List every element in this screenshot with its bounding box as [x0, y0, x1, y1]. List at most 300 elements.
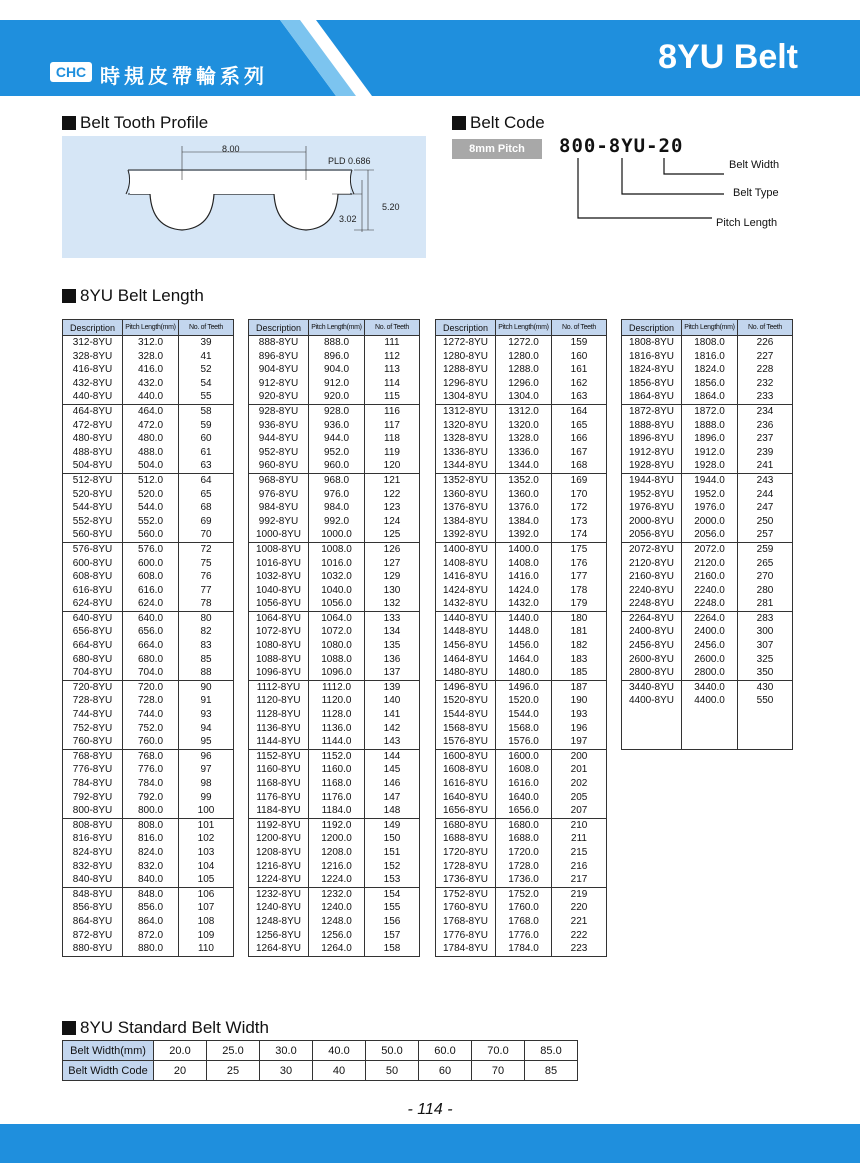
- table-row: [436, 749, 607, 763]
- cell-pitch-length: 840.0: [123, 873, 179, 887]
- cell-description: 1176-8YU: [249, 791, 309, 805]
- bullet-square-icon: [62, 289, 76, 303]
- cell-teeth: 226: [738, 336, 793, 350]
- table-row: [622, 653, 793, 667]
- cell-teeth: 185: [552, 666, 607, 680]
- cell-teeth: 190: [552, 694, 607, 708]
- table-row: [249, 515, 420, 529]
- section-title-tooth-profile: [62, 113, 208, 133]
- cell-pitch-length: 472.0: [123, 419, 179, 433]
- cell-teeth: 101: [179, 818, 234, 832]
- table-row: [622, 350, 793, 364]
- table-row: [436, 363, 607, 377]
- table-row: [249, 363, 420, 377]
- cell-description: 416-8YU: [63, 363, 123, 377]
- table-row: [622, 584, 793, 598]
- table-row: [436, 542, 607, 556]
- table-row: [63, 639, 234, 653]
- cell-description: 1448-8YU: [436, 625, 496, 639]
- cell-teeth: 154: [365, 887, 420, 901]
- belt-length-title: 8YU Belt Length: [80, 286, 204, 305]
- cell-teeth: 139: [365, 680, 420, 694]
- cell-teeth: 102: [179, 832, 234, 846]
- cell-teeth: 167: [552, 446, 607, 460]
- table-row: [436, 915, 607, 929]
- table-row: [436, 350, 607, 364]
- cell-teeth: 220: [552, 901, 607, 915]
- cell-teeth: 216: [552, 860, 607, 874]
- page-number: - 114 -: [407, 1101, 453, 1118]
- cell-pitch-length: 1072.0: [309, 625, 365, 639]
- cell-teeth: 187: [552, 680, 607, 694]
- cell-teeth: 61: [179, 446, 234, 460]
- cell-description: 944-8YU: [249, 432, 309, 446]
- table-row: [436, 777, 607, 791]
- cell-pitch-length: 1680.0: [496, 818, 552, 832]
- cell-teeth: 155: [365, 901, 420, 915]
- table-row: [63, 722, 234, 736]
- cell-teeth: 58: [179, 404, 234, 418]
- cell-description: 1272-8YU: [436, 336, 496, 350]
- cell-teeth: 196: [552, 722, 607, 736]
- cell-pitch-length: 504.0: [123, 459, 179, 473]
- cell-teeth: 69: [179, 515, 234, 529]
- cell-teeth: 75: [179, 557, 234, 571]
- cell-description: 704-8YU: [63, 666, 123, 680]
- table-row: [249, 763, 420, 777]
- cell-teeth: 127: [365, 557, 420, 571]
- cell-description: 984-8YU: [249, 501, 309, 515]
- cell-teeth: 179: [552, 597, 607, 611]
- table-row: [622, 363, 793, 377]
- cell-pitch-length: 1856.0: [682, 377, 738, 391]
- cell-description: 1160-8YU: [249, 763, 309, 777]
- cell-teeth: 55: [179, 390, 234, 404]
- table-row: [622, 390, 793, 404]
- table-row: [63, 901, 234, 915]
- cell-teeth: 144: [365, 749, 420, 763]
- cell-description: 1720-8YU: [436, 846, 496, 860]
- table-row: [63, 708, 234, 722]
- table-row: [436, 336, 607, 350]
- cell-description: 1424-8YU: [436, 584, 496, 598]
- table-row: [63, 666, 234, 680]
- cell-pitch-length: 440.0: [123, 390, 179, 404]
- cell-pitch-length: 1272.0: [496, 336, 552, 350]
- cell-description: 600-8YU: [63, 557, 123, 571]
- cell-teeth: 159: [552, 336, 607, 350]
- cell-description: 1056-8YU: [249, 597, 309, 611]
- dim-height-label: 5.20: [382, 202, 400, 212]
- table-row: [436, 942, 607, 956]
- table-row: [63, 350, 234, 364]
- cell-teeth: 201: [552, 763, 607, 777]
- cell-teeth: 210: [552, 818, 607, 832]
- table-row: [63, 694, 234, 708]
- cell-pitch-length: 1352.0: [496, 473, 552, 487]
- table-row: [249, 639, 420, 653]
- cell-pitch-length: 656.0: [123, 625, 179, 639]
- cell-pitch-length: 1280.0: [496, 350, 552, 364]
- cell-pitch-length: 1440.0: [496, 611, 552, 625]
- cell-description: 872-8YU: [63, 929, 123, 943]
- table-row: [63, 473, 234, 487]
- table-row: [436, 901, 607, 915]
- cell-teeth: 222: [552, 929, 607, 943]
- table-row: [622, 419, 793, 433]
- cell-teeth: 178: [552, 584, 607, 598]
- cell-pitch-length: 488.0: [123, 446, 179, 460]
- table-row: [622, 542, 793, 556]
- cell-teeth: 325: [738, 653, 793, 667]
- cell-pitch-length: 1888.0: [682, 419, 738, 433]
- cell-teeth: 350: [738, 666, 793, 680]
- cell-teeth: 111: [365, 336, 420, 350]
- table-row: [622, 446, 793, 460]
- dim-pitch-label: 8.00: [222, 144, 240, 154]
- cell-description: 1912-8YU: [622, 446, 682, 460]
- table-row: [622, 597, 793, 611]
- table-row: [249, 377, 420, 391]
- cell-teeth: 90: [179, 680, 234, 694]
- cell-teeth: 300: [738, 625, 793, 639]
- cell-pitch-length: 912.0: [309, 377, 365, 391]
- cell-pitch-length: 432.0: [123, 377, 179, 391]
- cell-teeth: 217: [552, 873, 607, 887]
- cell-description: 792-8YU: [63, 791, 123, 805]
- cell-teeth: 120: [365, 459, 420, 473]
- cell-teeth: 153: [365, 873, 420, 887]
- cell-description: 1776-8YU: [436, 929, 496, 943]
- cell-pitch-length: 328.0: [123, 350, 179, 364]
- cell-pitch-length: 984.0: [309, 501, 365, 515]
- cell-pitch-length: 1728.0: [496, 860, 552, 874]
- cell-pitch-length: 608.0: [123, 570, 179, 584]
- cell-teeth: 157: [365, 929, 420, 943]
- cell-pitch-length: 1224.0: [309, 873, 365, 887]
- cell-teeth: 227: [738, 350, 793, 364]
- cell-description: 1576-8YU: [436, 735, 496, 749]
- cell-pitch-length: [682, 722, 738, 736]
- cell-description: 768-8YU: [63, 749, 123, 763]
- cell-teeth: 233: [738, 390, 793, 404]
- cell-description: 1824-8YU: [622, 363, 682, 377]
- cell-description: 776-8YU: [63, 763, 123, 777]
- cell-description: 1816-8YU: [622, 350, 682, 364]
- cell-teeth: 219: [552, 887, 607, 901]
- cell-teeth: 78: [179, 597, 234, 611]
- cell-pitch-length: 1640.0: [496, 791, 552, 805]
- table-row: [63, 432, 234, 446]
- cell-pitch-length: 1088.0: [309, 653, 365, 667]
- table-row: [249, 860, 420, 874]
- cell-pitch-length: 784.0: [123, 777, 179, 791]
- cell-pitch-length: 816.0: [123, 832, 179, 846]
- cell-description: 1384-8YU: [436, 515, 496, 529]
- cell-description: 608-8YU: [63, 570, 123, 584]
- table-row: [249, 722, 420, 736]
- table-row: [436, 390, 607, 404]
- table-row: [249, 336, 420, 350]
- cell-teeth: 239: [738, 446, 793, 460]
- cell-teeth: 244: [738, 488, 793, 502]
- cell-description: [622, 708, 682, 722]
- cell-pitch-length: 896.0: [309, 350, 365, 364]
- cell-width-code: 50: [366, 1061, 419, 1081]
- cell-teeth: 177: [552, 570, 607, 584]
- cell-pitch-length: 552.0: [123, 515, 179, 529]
- cell-pitch-length: 760.0: [123, 735, 179, 749]
- cell-pitch-length: 872.0: [123, 929, 179, 943]
- cell-teeth: 193: [552, 708, 607, 722]
- cell-description: 1392-8YU: [436, 528, 496, 542]
- cell-teeth: 170: [552, 488, 607, 502]
- standard-width-title: 8YU Standard Belt Width: [80, 1018, 269, 1037]
- cell-description: 1232-8YU: [249, 887, 309, 901]
- table-row: [436, 639, 607, 653]
- table-row: [249, 901, 420, 915]
- table-row: [63, 735, 234, 749]
- cell-pitch-length: 1784.0: [496, 942, 552, 956]
- col-header-description: Description: [63, 320, 123, 336]
- cell-teeth: 105: [179, 873, 234, 887]
- cell-teeth: 430: [738, 680, 793, 694]
- cell-pitch-length: 1064.0: [309, 611, 365, 625]
- cell-description: 1520-8YU: [436, 694, 496, 708]
- belt-code-example: 800-8YU-20: [559, 135, 684, 157]
- cell-teeth: 122: [365, 488, 420, 502]
- dim-tooth-label: 3.02: [339, 214, 357, 224]
- cell-pitch-length: 1608.0: [496, 763, 552, 777]
- cell-description: 1416-8YU: [436, 570, 496, 584]
- cell-description: 680-8YU: [63, 653, 123, 667]
- table-row: [622, 735, 793, 749]
- cell-pitch-length: 1736.0: [496, 873, 552, 887]
- cell-description: 1136-8YU: [249, 722, 309, 736]
- cell-teeth: 162: [552, 377, 607, 391]
- table-row: [249, 832, 420, 846]
- cell-teeth: 135: [365, 639, 420, 653]
- col-header-pitch-length: Pitch Length(mm): [309, 320, 365, 336]
- cell-teeth: 234: [738, 404, 793, 418]
- table-row: [436, 459, 607, 473]
- cell-description: 1120-8YU: [249, 694, 309, 708]
- cell-description: 440-8YU: [63, 390, 123, 404]
- table-row: [436, 432, 607, 446]
- section-title-belt-code: [452, 113, 545, 133]
- cell-pitch-length: 728.0: [123, 694, 179, 708]
- cell-teeth: 158: [365, 942, 420, 956]
- cell-pitch-length: 704.0: [123, 666, 179, 680]
- table-row: [622, 570, 793, 584]
- cell-description: 512-8YU: [63, 473, 123, 487]
- cell-teeth: 104: [179, 860, 234, 874]
- col-header-teeth: No. of Teeth: [552, 320, 607, 336]
- cell-teeth: 281: [738, 597, 793, 611]
- cell-pitch-length: 464.0: [123, 404, 179, 418]
- cell-pitch-length: 824.0: [123, 846, 179, 860]
- table-row: [249, 653, 420, 667]
- cell-description: 1408-8YU: [436, 557, 496, 571]
- cell-description: 1376-8YU: [436, 501, 496, 515]
- cell-description: 432-8YU: [63, 377, 123, 391]
- bullet-square-icon: [62, 116, 76, 130]
- table-row: [249, 625, 420, 639]
- cell-teeth: 200: [552, 749, 607, 763]
- cell-teeth: 160: [552, 350, 607, 364]
- cell-pitch-length: 2248.0: [682, 597, 738, 611]
- cell-description: 912-8YU: [249, 377, 309, 391]
- cell-pitch-length: 1808.0: [682, 336, 738, 350]
- cell-description: 2056-8YU: [622, 528, 682, 542]
- cell-description: 864-8YU: [63, 915, 123, 929]
- cell-teeth: 223: [552, 942, 607, 956]
- cell-pitch-length: 880.0: [123, 942, 179, 956]
- table-row: [436, 653, 607, 667]
- col-header-description: Description: [249, 320, 309, 336]
- cell-teeth: 180: [552, 611, 607, 625]
- col-header-description: Description: [622, 320, 682, 336]
- cell-description: 1856-8YU: [622, 377, 682, 391]
- cell-description: 952-8YU: [249, 446, 309, 460]
- table-row: [63, 749, 234, 763]
- table-row: [249, 846, 420, 860]
- cell-description: 1728-8YU: [436, 860, 496, 874]
- cell-width: 40.0: [313, 1041, 366, 1061]
- cell-teeth: 68: [179, 501, 234, 515]
- cell-description: 1336-8YU: [436, 446, 496, 460]
- cell-teeth: 211: [552, 832, 607, 846]
- cell-pitch-length: 1248.0: [309, 915, 365, 929]
- cell-pitch-length: 2800.0: [682, 666, 738, 680]
- cell-teeth: 283: [738, 611, 793, 625]
- table-row: [63, 611, 234, 625]
- cell-teeth: 232: [738, 377, 793, 391]
- table-row: [436, 804, 607, 818]
- cell-teeth: 172: [552, 501, 607, 515]
- cell-teeth: 65: [179, 488, 234, 502]
- table-row: [436, 515, 607, 529]
- cell-pitch-length: 1328.0: [496, 432, 552, 446]
- cell-description: 744-8YU: [63, 708, 123, 722]
- bullet-square-icon: [452, 116, 466, 130]
- cell-pitch-length: 2056.0: [682, 528, 738, 542]
- cell-pitch-length: 1240.0: [309, 901, 365, 915]
- table-row: [63, 777, 234, 791]
- cell-pitch-length: 856.0: [123, 901, 179, 915]
- cell-pitch-length: 1168.0: [309, 777, 365, 791]
- cell-pitch-length: 416.0: [123, 363, 179, 377]
- table-row: [622, 459, 793, 473]
- table-row: [249, 404, 420, 418]
- cell-description: 1280-8YU: [436, 350, 496, 364]
- cell-pitch-length: 1464.0: [496, 653, 552, 667]
- col-header-teeth: No. of Teeth: [365, 320, 420, 336]
- belt-length-table: [621, 319, 793, 750]
- cell-pitch-length: 1864.0: [682, 390, 738, 404]
- cell-teeth: 115: [365, 390, 420, 404]
- cell-teeth: 130: [365, 584, 420, 598]
- cell-teeth: 236: [738, 419, 793, 433]
- cell-description: 1000-8YU: [249, 528, 309, 542]
- cell-description: 488-8YU: [63, 446, 123, 460]
- cell-description: 2160-8YU: [622, 570, 682, 584]
- table-row: [249, 557, 420, 571]
- cell-teeth: 173: [552, 515, 607, 529]
- cell-pitch-length: 944.0: [309, 432, 365, 446]
- tooth-profile-diagram: [62, 136, 426, 258]
- cell-pitch-length: 1520.0: [496, 694, 552, 708]
- bullet-square-icon: [62, 1021, 76, 1035]
- table-row: [622, 708, 793, 722]
- table-row: [63, 873, 234, 887]
- cell-description: 1896-8YU: [622, 432, 682, 446]
- cell-pitch-length: [682, 708, 738, 722]
- label-belt-type: Belt Type: [733, 187, 779, 199]
- cell-teeth: 140: [365, 694, 420, 708]
- cell-teeth: 109: [179, 929, 234, 943]
- table-row: [63, 501, 234, 515]
- footer-bar: [0, 1124, 860, 1163]
- cell-description: 1440-8YU: [436, 611, 496, 625]
- cell-pitch-length: 2264.0: [682, 611, 738, 625]
- table-row: [63, 653, 234, 667]
- cell-teeth: 85: [179, 653, 234, 667]
- cell-width: 60.0: [419, 1041, 472, 1061]
- cell-teeth: 250: [738, 515, 793, 529]
- cell-teeth: 72: [179, 542, 234, 556]
- cell-pitch-length: 1008.0: [309, 542, 365, 556]
- table-row: [436, 597, 607, 611]
- table-row: [63, 763, 234, 777]
- cell-pitch-length: 904.0: [309, 363, 365, 377]
- cell-description: 2400-8YU: [622, 625, 682, 639]
- cell-teeth: 112: [365, 350, 420, 364]
- cell-pitch-length: 792.0: [123, 791, 179, 805]
- cell-teeth: 163: [552, 390, 607, 404]
- cell-pitch-length: 920.0: [309, 390, 365, 404]
- cell-teeth: 124: [365, 515, 420, 529]
- cell-pitch-length: 1480.0: [496, 666, 552, 680]
- cell-description: 1808-8YU: [622, 336, 682, 350]
- cell-teeth: 93: [179, 708, 234, 722]
- table-row: [622, 473, 793, 487]
- cell-pitch-length: 3440.0: [682, 680, 738, 694]
- cell-description: 784-8YU: [63, 777, 123, 791]
- cell-teeth: 148: [365, 804, 420, 818]
- cell-pitch-length: 1768.0: [496, 915, 552, 929]
- table-row: [436, 625, 607, 639]
- cell-description: 1872-8YU: [622, 404, 682, 418]
- cell-pitch-length: 480.0: [123, 432, 179, 446]
- table-row: [249, 584, 420, 598]
- cell-description: 1952-8YU: [622, 488, 682, 502]
- table-row: [63, 929, 234, 943]
- cell-pitch-length: 992.0: [309, 515, 365, 529]
- cell-teeth: 181: [552, 625, 607, 639]
- cell-pitch-length: 1760.0: [496, 901, 552, 915]
- cell-teeth: 145: [365, 763, 420, 777]
- table-row: [249, 501, 420, 515]
- cell-description: 1760-8YU: [436, 901, 496, 915]
- cell-width-code: 25: [207, 1061, 260, 1081]
- cell-pitch-length: 1776.0: [496, 929, 552, 943]
- table-row: [436, 473, 607, 487]
- table-row: [63, 791, 234, 805]
- cell-teeth: 141: [365, 708, 420, 722]
- cell-width-code: 20: [154, 1061, 207, 1081]
- table-row: [622, 488, 793, 502]
